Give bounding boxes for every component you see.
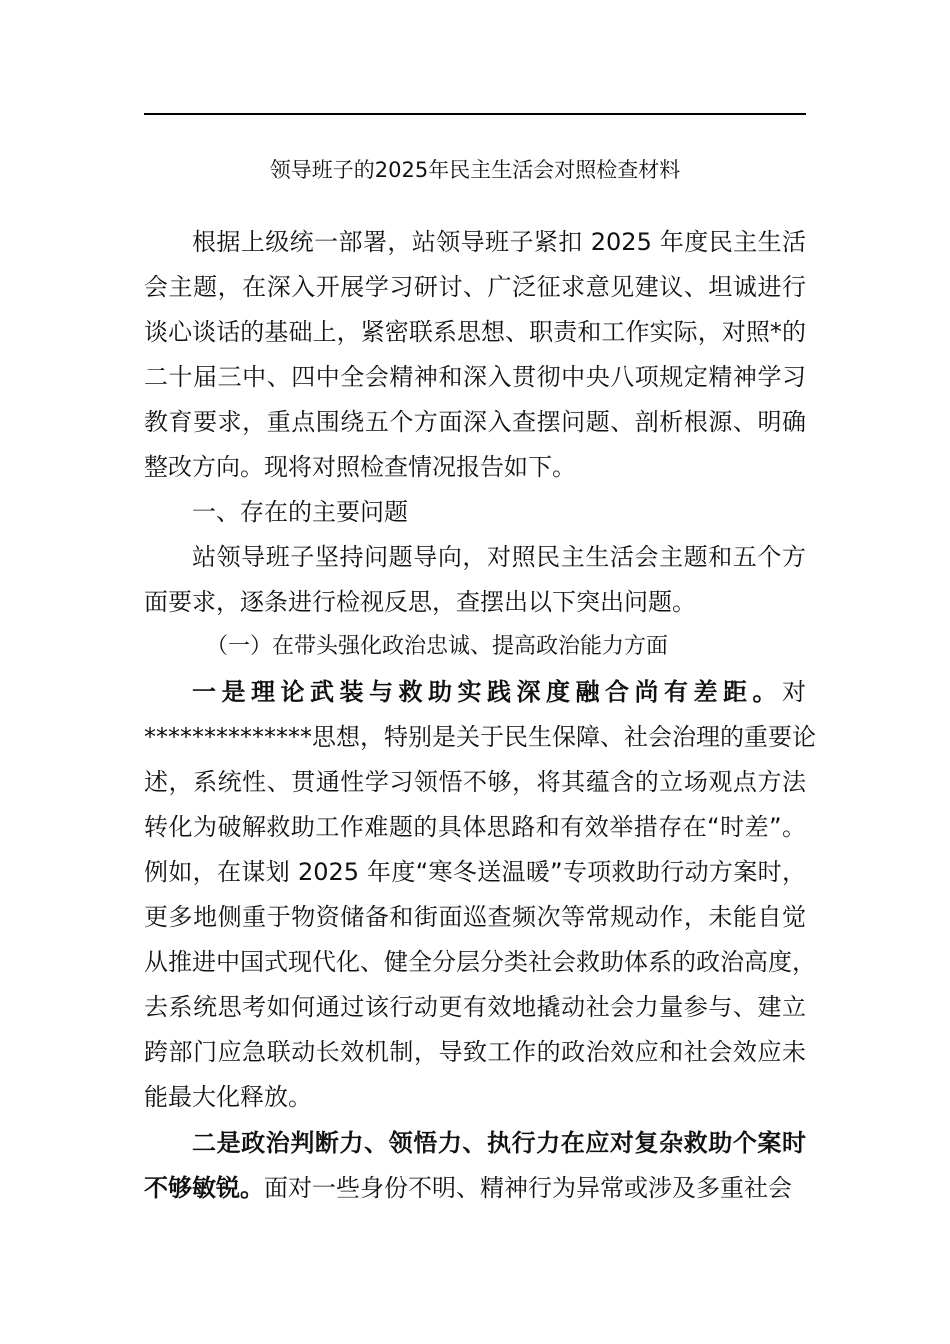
point1-line-2: 述，系统性、贯通性学习领悟不够，将其蕴含的立场观点方法 — [144, 768, 806, 796]
point1-line-9: 能最大化释放。 — [144, 1083, 312, 1111]
intro-line-1: 根据上级统一部署，站领导班子紧扣 2025 年度民主生活 — [192, 228, 806, 256]
point1-first-line — [192, 673, 806, 711]
point1-line-4: 例如，在谋划 2025 年度“寒冬送温暖”专项救助行动方案时， — [144, 858, 806, 886]
intro-line-3: 谈心谈话的基础上，紧密联系思想、职责和工作实际，对照*的 — [144, 318, 806, 346]
point2-bold-tail: 不够敏锐。 — [144, 1174, 264, 1202]
point1-line-1: **************思想，特别是关于民生保障、社会治理的重要论 — [144, 723, 816, 751]
section1-heading: 一、存在的主要问题 — [192, 498, 408, 526]
section1-line-2: 面要求，逐条进行检视反思，查摆出以下突出问题。 — [144, 588, 696, 616]
intro-line-4: 二十届三中、四中全会精神和深入贯彻中央八项规定精神学习 — [144, 363, 806, 391]
section1-line-1: 站领导班子坚持问题导向，对照民主生活会主题和五个方 — [192, 543, 806, 571]
document-title: 领导班子的2025年民主生活会对照检查材料 — [269, 158, 681, 182]
point1-first-tail: 对 — [782, 678, 806, 706]
header-rule — [144, 113, 806, 115]
point1-line-7: 去系统思考如何通过该行动更有效地撬动社会力量参与、建立 — [144, 993, 806, 1021]
intro-line-2: 会主题，在深入开展学习研讨、广泛征求意见建议、坦诚进行 — [144, 273, 806, 301]
point1-line-8: 跨部门应急联动长效机制，导致工作的政治效应和社会效应未 — [144, 1038, 806, 1066]
intro-line-6: 整改方向。现将对照检查情况报告如下。 — [144, 453, 576, 481]
subsection1-heading: （一）在带头强化政治忠诚、提高政治能力方面 — [206, 634, 669, 659]
point1-line-6: 从推进中国式现代化、健全分层分类社会救助体系的政治高度， — [144, 948, 816, 976]
point1-line-3: 转化为破解救助工作难题的具体思路和有效举措存在“时差”。 — [144, 813, 806, 841]
point2-tail: 面对一些身份不明、精神行为异常或涉及多重社会 — [264, 1174, 792, 1202]
point1-line-5: 更多地侧重于物资储备和街面巡查频次等常规动作，未能自觉 — [144, 903, 806, 931]
point2-line-2 — [144, 1169, 806, 1207]
point1-bold: 一是理论武装与救助实践深度融合尚有差距。 — [192, 678, 782, 706]
intro-line-5: 教育要求，重点围绕五个方面深入查摆问题、剖析根源、明确 — [144, 408, 806, 436]
point2-bold-line: 二是政治判断力、领悟力、执行力在应对复杂救助个案时 — [192, 1129, 806, 1157]
